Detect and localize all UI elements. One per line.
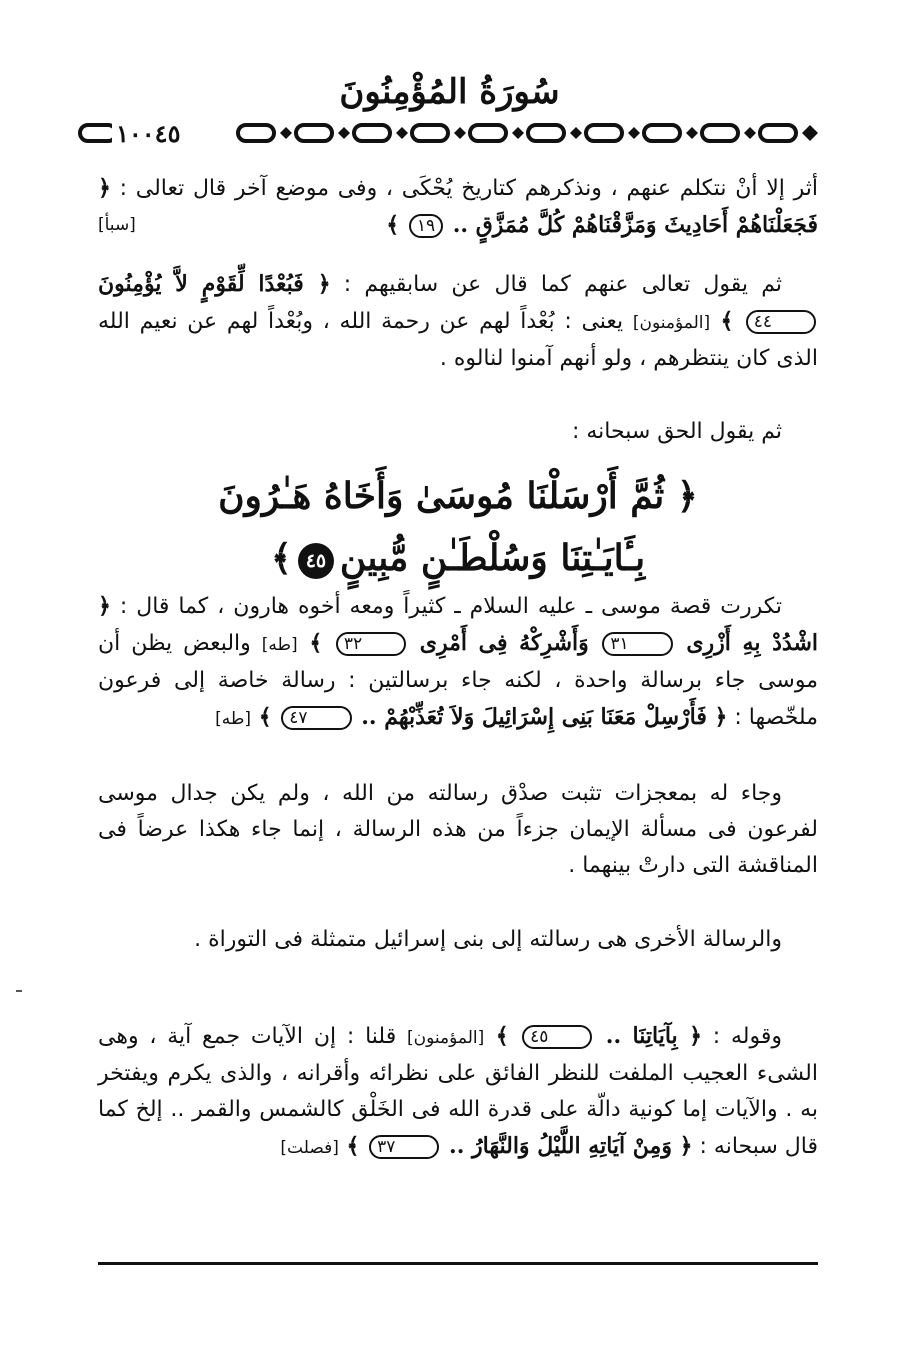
surah-reference: [المؤمنون] — [407, 1028, 485, 1048]
verse-number-badge: ٤٥ — [298, 543, 334, 579]
paragraph-text: تكررت قصة موسى ـ عليه السلام ـ كثيراً ومعه أخوه هارون ، كما قال : — [110, 594, 782, 619]
surah-reference: [سبأ] — [98, 215, 136, 235]
header-ornament-border — [78, 120, 828, 146]
quran-quote: وَأَشْرِكْهُ فِى أَمْرِى — [408, 630, 601, 656]
paragraph-5 — [98, 776, 818, 884]
margin-mark — [16, 990, 22, 992]
paragraph-3 — [98, 414, 818, 450]
verse-number: ١٩ — [409, 214, 443, 238]
paragraph-text: وقوله : — [702, 1024, 782, 1049]
quran-bracket: ﴾ — [386, 212, 407, 238]
paragraph-text: والبعض يظن أن موسى جاء برسالة واحدة ، لكنه جاء برسالتين : رسالة خاصة إلى فرعون ملخّصها : — [98, 631, 818, 730]
verse-line-2-text: بِـَٔايَـٰتِنَا وَسُلْطَـٰنٍ مُّبِينٍ — [339, 537, 646, 579]
quran-quote: ﴿ بِآيَاتِنَا .. — [594, 1023, 703, 1049]
verse-line-2 — [98, 527, 818, 589]
verse-number: ٣٢ — [336, 632, 406, 656]
quran-bracket: ﴾ — [710, 308, 744, 334]
surah-reference: [فصلت] — [280, 1138, 339, 1158]
paragraph-text: ثم يقول الحق سبحانه : — [571, 419, 782, 444]
verse-number: ٤٥ — [522, 1025, 592, 1049]
quran-bracket: ﴾ — [484, 1023, 521, 1049]
paragraph-2 — [98, 266, 818, 377]
surah-reference: [طه] — [215, 709, 252, 729]
verse-close-bracket: ﴾ — [270, 537, 292, 579]
quran-bracket: ﴾ — [297, 630, 334, 656]
paragraph-text: قال تعالى : — [110, 176, 227, 201]
paragraph-text: أثر إلا أنْ نتكلم عنهم ، ونذكرهم كتاريخ يُحْكَى ، وفى موضع آخر — [234, 176, 819, 201]
verse-number: ٤٤ — [746, 310, 816, 334]
paragraph-1 — [98, 170, 818, 244]
quran-bracket: ﴾ — [251, 704, 280, 730]
page-number: ١٠٠٤٥ — [112, 119, 184, 148]
paragraph-text: قلنا : إن الآيات جمع آية ، وهى الشىء العجيب الملفت للنظر الفائق على نظرائه وأقرانه ، والذى يكرم ويفتخر به . والآيات إما كونية دالّة على قدرة الله فى الخَلْق كالشمس والقمر .. إلخ كما قال سبحانه : — [98, 1024, 818, 1159]
quran-verse-block — [98, 465, 818, 589]
quran-quote: ﴿ فَأَرْسِلْ مَعَنَا بَنِى إِسْرَائِيلَ وَلاَ تُعَذِّبْهُمْ .. — [353, 704, 728, 730]
paragraph-text: والرسالة الأخرى هى رسالته إلى بنى إسرائيل متمثلة فى التوراة . — [194, 927, 782, 952]
quran-quote: ﴿ فَجَعَلْنَاهُمْ أَحَادِيثَ وَمَزَّقْنَاهُمْ كُلَّ مُمَزَّقٍ .. — [98, 175, 818, 238]
quran-quote: ﴿ اشْدُدْ بِهِ أَزْرِى — [98, 593, 818, 656]
surah-reference: [طه] — [261, 635, 298, 655]
paragraph-text: وجاء له بمعجزات تثبت صدْق رسالته من الله ، ولم يكن جدال موسى لفرعون فى مسألة الإيمان جزءاً من هذه الرسالة ، إنما جاء هكذا عرضاً فى المناقشة التى دارتْ بينهما . — [98, 781, 818, 878]
paragraph-text: يعنى : بُعْداً لهم عن رحمة الله ، وبُعْداً لهم عن نعيم الله الذى كان ينتظرهم ، ولو أنهم آمنوا لنالوه . — [98, 309, 818, 371]
paragraph-6 — [98, 922, 818, 958]
paragraph-7 — [98, 1018, 818, 1166]
quran-quote: ﴿ وَمِنْ آيَاتِهِ اللَّيْلُ وَالنَّهَارُ .. — [441, 1133, 693, 1159]
surah-title: سُورَةُ المُؤْمِنُونَ — [339, 72, 560, 112]
footer-rule — [98, 1262, 818, 1265]
surah-reference: [المؤمنون] — [632, 313, 711, 333]
verse-number: ٣٧ — [369, 1135, 439, 1159]
paragraph-4 — [98, 588, 818, 737]
quran-bracket: ﴾ — [338, 1133, 368, 1159]
verse-number: ٤٧ — [281, 706, 351, 730]
verse-number: ٣١ — [602, 632, 672, 656]
verse-line-1: ﴿ ثُمَّ أَرْسَلْنَا مُوسَىٰ وَأَخَاهُ هَـٰرُونَ — [218, 475, 698, 517]
paragraph-text: ثم يقول تعالى عنهم كما قال عن سابقيهم : — [330, 272, 782, 297]
quran-quote: ﴿ فَبُعْدًا لِّقَوْمٍ لاَّ يُؤْمِنُونَ — [98, 271, 331, 297]
